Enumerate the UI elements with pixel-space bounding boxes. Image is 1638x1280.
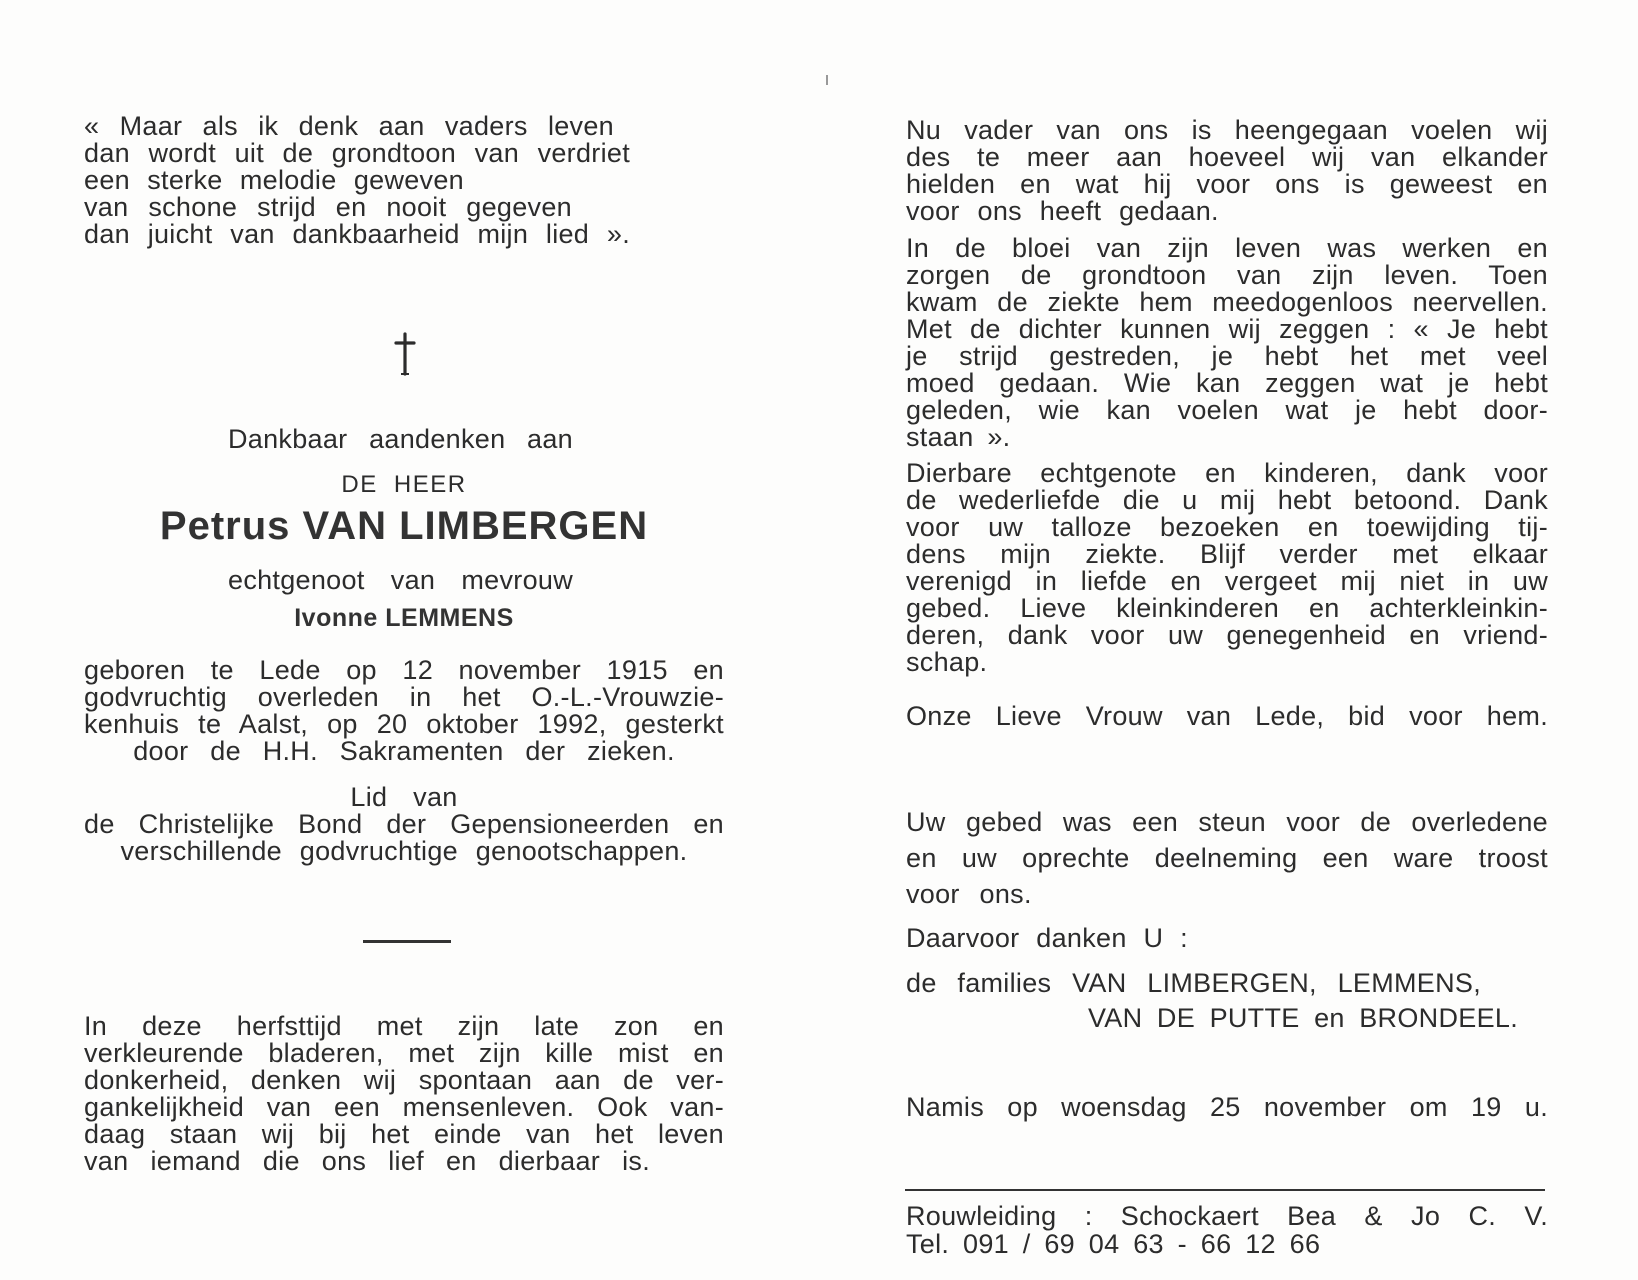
right-line: Met de dichter kunnen wij zeggen : « Je hebt (906, 314, 1548, 344)
right-line: verenigd in liefde en vergeet mij niet in uw (906, 566, 1548, 596)
bio-line: godvruchtig overleden in het O.-L.-Vrouwzie- (84, 682, 724, 712)
autumn-line: donkerheid, denken wij spontaan aan de ver- (84, 1065, 724, 1095)
right-line: voor uw talloze bezoeken en toewijding tij- (906, 512, 1548, 542)
bio-line: geboren te Lede op 12 november 1915 en (84, 655, 724, 685)
biography (84, 657, 724, 765)
poem-line: een sterke melodie geweven (84, 165, 464, 195)
prayer (906, 703, 1548, 730)
right-line: Dierbare echtgenote en kinderen, dank voor (906, 458, 1548, 488)
right-paragraph-3 (906, 460, 1548, 676)
families-text: de families VAN LIMBERGEN, LEMMENS, (906, 968, 1481, 998)
right-line: gebed. Lieve kleinkinderen en achterkleinkin- (906, 593, 1548, 623)
poem-line: dan juicht van dankbaarheid mijn lied ». (84, 219, 630, 249)
spouse-intro-text: echtgenoot van mevrouw (228, 565, 573, 595)
right-line: zorgen de grondtoon van zijn leven. Toen (906, 260, 1548, 290)
autumn-line: daag staan wij bij het einde van het leven (84, 1119, 724, 1149)
right-line: kwam de ziekte hem meedogenloos neervellen. (906, 287, 1548, 317)
prayer-text: Onze Lieve Vrouw van Lede, bid voor hem. (906, 701, 1548, 731)
spouse-name: Ivonne LEMMENS (294, 604, 514, 632)
right-line: moed gedaan. Wie kan zeggen wat je hebt (906, 368, 1548, 398)
member-line: Lid van (350, 782, 458, 812)
poem-line: « Maar als ik denk aan vaders leven (84, 111, 614, 141)
right-line: Nu vader van ons is heengegaan voelen wij (906, 115, 1548, 145)
honorific: DE HEER (341, 471, 467, 498)
divider (363, 940, 451, 943)
thanks-by (906, 925, 1188, 952)
right-line: staan ». (906, 422, 1011, 452)
right-line: dens mijn ziekte. Blijf verder met elkaar (906, 539, 1548, 569)
families-line-1 (906, 970, 1481, 997)
thanks-paragraph (906, 809, 1548, 908)
families-text: VAN DE PUTTE en BRONDEEL. (1088, 1003, 1518, 1033)
deceased-name: Petrus VAN LIMBERGEN (159, 504, 649, 548)
footer-rule (905, 1189, 1545, 1191)
member-line: verschillende godvruchtige genootschappen. (120, 836, 688, 866)
latin-cross-icon (392, 332, 418, 376)
thanks-line: Uw gebed was een steun voor de overledene (906, 807, 1548, 837)
right-line: In de bloei van zijn leven was werken en (906, 233, 1548, 263)
right-paragraph-2 (906, 235, 1548, 451)
thanks-line: en uw oprechte deelneming een ware troost (906, 843, 1548, 873)
dedication-text: Dankbaar aandenken aan (228, 424, 573, 454)
right-line: de wederliefde die u mij hebt betoond. Dank (906, 485, 1548, 515)
right-line: deren, dank voor uw genegenheid en vriend- (906, 620, 1548, 650)
autumn-line: verkleurende bladeren, met zijn kille mist en (84, 1038, 724, 1068)
mass-announcement (906, 1094, 1548, 1121)
bio-line: door de H.H. Sakramenten der zieken. (133, 736, 675, 766)
fold-mark (826, 75, 828, 85)
spouse-intro (228, 567, 573, 594)
right-line: je strijd gestreden, je hebt het met veel (906, 341, 1548, 371)
right-line: des te meer aan hoeveel wij van elkander (906, 142, 1548, 172)
phone (906, 1229, 1321, 1259)
autumn-line: gankelijkheid van een mensenleven. Ook van- (84, 1092, 724, 1122)
poem-line: van schone strijd en nooit gegeven (84, 192, 572, 222)
poem-line: dan wordt uit de grondtoon van verdriet (84, 138, 630, 168)
autumn-paragraph (84, 1013, 724, 1175)
member-line: de Christelijke Bond der Gepensioneerden en (84, 809, 724, 839)
right-line: hielden en wat hij voor ons is geweest en (906, 169, 1548, 199)
membership (84, 784, 724, 865)
phone-text: Tel. 091 / 69 04 63 - 66 12 66 (906, 1229, 1321, 1259)
right-line: voor ons heeft gedaan. (906, 196, 1219, 226)
families-line-2 (1088, 1005, 1518, 1032)
bio-line: kenhuis te Aalst, op 20 oktober 1992, gesterkt (84, 709, 724, 739)
mass-text: Namis op woensdag 25 november om 19 u. (906, 1092, 1548, 1122)
right-line: geleden, wie kan voelen wat je hebt door- (906, 395, 1548, 425)
autumn-line: In deze herfsttijd met zijn late zon en (84, 1011, 724, 1041)
right-paragraph-1 (906, 117, 1548, 225)
thanks-line: voor ons. (906, 879, 1032, 909)
undertaker-text: Rouwleiding : Schockaert Bea & Jo C. V. (906, 1201, 1548, 1231)
opening-poem (84, 113, 724, 248)
dedication (228, 426, 573, 453)
undertaker (906, 1203, 1548, 1230)
autumn-line: van iemand die ons lief en dierbaar is. (84, 1146, 650, 1176)
right-line: schap. (906, 647, 988, 677)
thanks-by-text: Daarvoor danken U : (906, 923, 1188, 953)
